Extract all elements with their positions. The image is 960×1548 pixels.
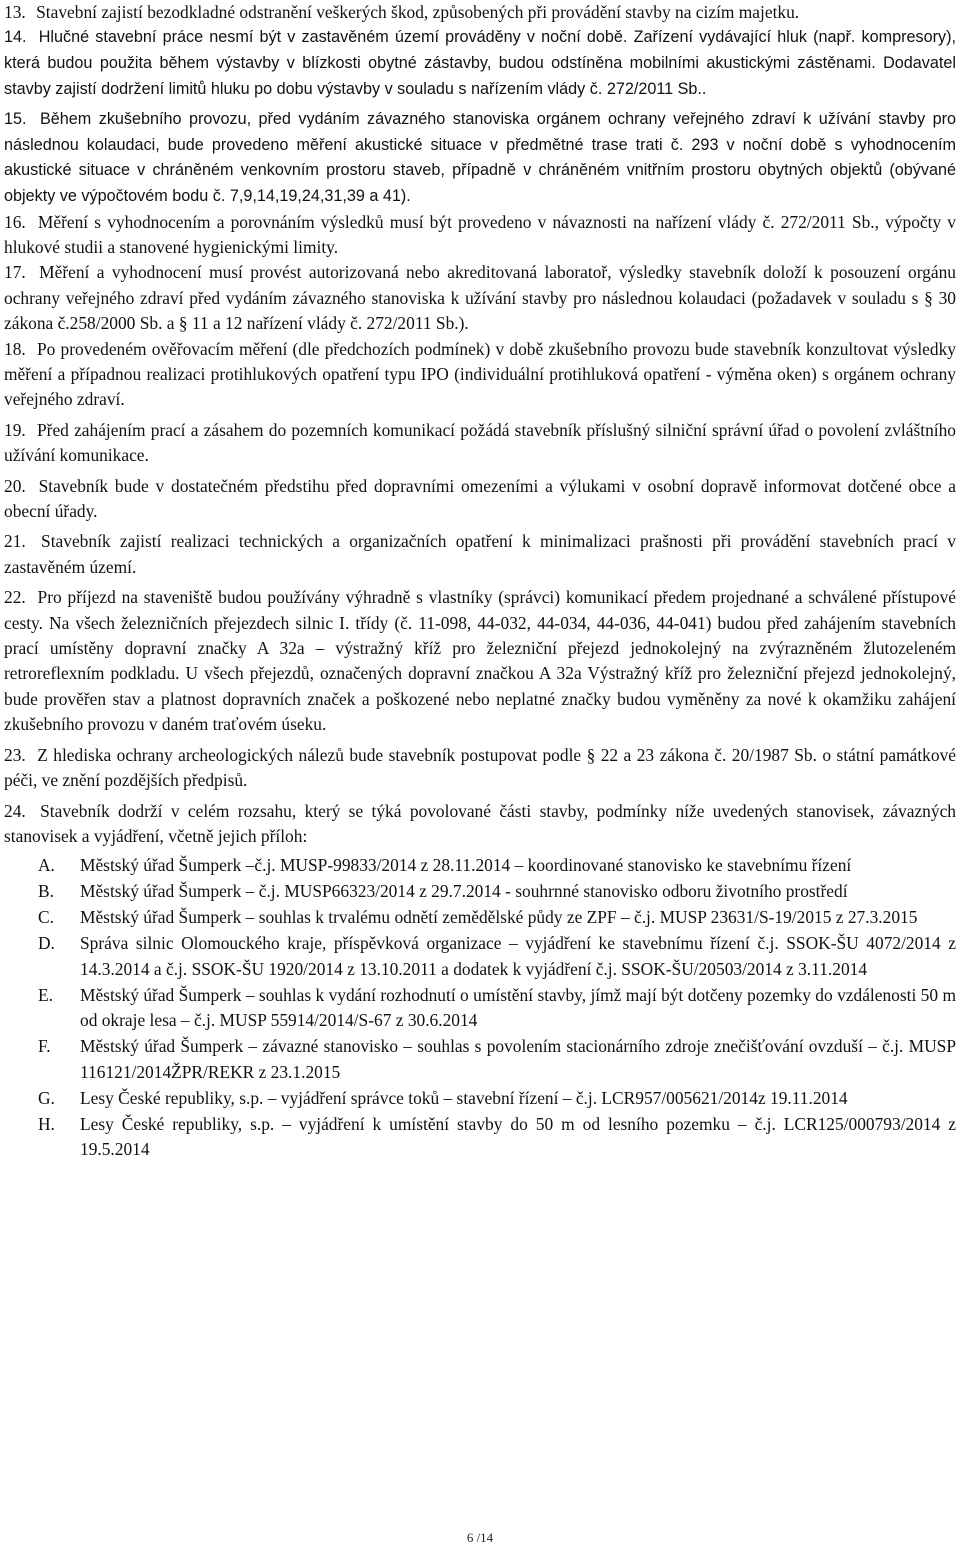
condition-text: Stavebník zajistí realizaci technických a organizačních opatření k minimalizaci prašnosti při provádění stavebních prací v zastavěném území.: [4, 531, 956, 577]
page-number: 6 /14: [466, 1530, 494, 1545]
condition-21: [4, 529, 956, 580]
condition-24: [4, 799, 956, 850]
list-item: [4, 983, 956, 1034]
condition-number: 24.: [4, 800, 26, 821]
condition-19: [4, 418, 956, 469]
list-item: [4, 905, 956, 930]
condition-16: [4, 210, 956, 261]
condition-number: 21.: [4, 531, 26, 552]
list-text: Městský úřad Šumperk – č.j. MUSP66323/2014 z 29.7.2014 - souhrnné stanovisko odboru životního prostředí: [80, 881, 848, 902]
condition-text: Hlučné stavební práce nesmí být v zastavěném území prováděny v noční době. Zařízení vydávající hluk (např. kompresory), která budou použita během výstavby v blízkosti obytné zástavby, budou odstíněna mobilními akustickými zástěnami. Dodavatel stavby zajistí dodržení limitů hluku po dobu výstavby v souladu s nařízením vlády č. 272/2011 Sb..: [4, 28, 957, 98]
condition-text: Pro příjezd na staveniště budou používány výhradně s vlastníky (správci) komunikací předem projednané a schválené přístupové cesty. Na všech železničních přejezdech silnic I. třídy (č. 11-098, 44-032, 44-034, 44-036, 44-041) budou před zahájením stavebních prací umístěny dopravní značky A 32a – výstražný kříž pro železniční přejezd jednokolejný na zvýrazněném žlutozeleném retroreflexním podkladu. U všech přejezdů, označených dopravní značkou A 32a Výstražný kříž pro železniční přejezd jednokolejný, bude prověřen stav a platnost dopravních značek a poškozené nebo neplatné značky budou vyměněny za nové k okamžiku zahájení zkušebního provozu v daném traťovém úseku.: [4, 587, 956, 735]
list-letter: H.: [38, 1113, 55, 1134]
condition-18: [4, 337, 956, 413]
condition-text: Stavebník dodrží v celém rozsahu, který se týká povolované části stavby, podmínky níže uvedených stanovisek, závazných stanovisek a vyjádření, včetně jejich příloh:: [4, 800, 956, 846]
condition-15: [4, 107, 956, 209]
condition-text: Měření a vyhodnocení musí provést autorizovaná nebo akreditovaná laboratoř, výsledky stavebník doloží k posouzení orgánu ochrany veřejného zdraví před vydáním závazného stanoviska k užívání stavby pro následnou kolaudaci (požadavek v souladu s § 30 zákona č.258/2000 Sb. a § 11 a 12 nařízení vlády č. 272/2011 Sb.).: [4, 262, 956, 334]
condition-number: 14.: [4, 28, 27, 47]
condition-text: Měření s vyhodnocením a porovnáním výsledků musí být provedeno v návaznosti na nařízení vlády č. 272/2011 Sb., výpočty v hlukové studii a stanovené hygienickými limity.: [4, 211, 956, 257]
list-text: Městský úřad Šumperk – závazné stanovisko – souhlas s povolením stacionárního zdroje znečišťování ovzduší – č.j. MUSP 116121/2014ŽPR/REKR z 23.1.2015: [80, 1036, 956, 1082]
condition-20: [4, 474, 956, 525]
condition-text: Z hlediska ochrany archeologických nálezů bude stavebník postupovat podle § 22 a 23 zákona č. 20/1987 Sb. o státní památkové péči, ve znění pozdějších předpisů.: [4, 744, 956, 791]
list-letter: F.: [38, 1036, 51, 1057]
list-letter: G.: [38, 1087, 55, 1108]
condition-17: [4, 260, 956, 336]
list-letter: A.: [38, 855, 55, 876]
condition-number: 16.: [4, 211, 26, 232]
list-item: [4, 853, 956, 878]
list-text: Lesy České republiky, s.p. – vyjádření správce toků – stavební řízení – č.j. LCR957/005621/2014z 19.11.2014: [80, 1087, 848, 1108]
list-text: Městský úřad Šumperk – souhlas k vydání rozhodnutí o umístění stavby, jímž mají být dotčeny pozemky do vzdálenosti 50 m od okraje lesa – č.j. MUSP 55914/2014/S-67 z 30.6.2014: [80, 984, 956, 1031]
condition-text: Před zahájením prací a zásahem do pozemních komunikací požádá stavebník příslušný silniční správní úřad o povolení zvláštního užívání komunikace.: [4, 419, 956, 466]
condition-number: 23.: [4, 744, 26, 765]
list-item: [4, 1086, 956, 1111]
condition-text: Během zkušebního provozu, před vydáním závazného stanoviska orgánem ochrany veřejného zdraví k užívání stavby pro následnou kolaudaci, bude provedeno měření akustické situace v předmětné trase trati č. 293 v noční době s vyhodnocením akustické situace v chráněném venkovním prostoru staveb, případně v chráněném vnitřním prostoru obytných objektů (obývané objekty ve výpočtovém bodu č. 7,9,14,19,24,31,39 a 41).: [4, 110, 957, 205]
condition-14: [4, 25, 956, 102]
condition-22: [4, 585, 956, 737]
condition-23: [4, 743, 956, 794]
list-text: Městský úřad Šumperk –č.j. MUSP-99833/2014 z 28.11.2014 – koordinované stanovisko ke stavebnímu řízení: [80, 855, 852, 876]
list-item: [4, 931, 956, 982]
list-letter: D.: [38, 933, 55, 954]
condition-number: 19.: [4, 419, 26, 440]
condition-text: Stavebník bude v dostatečném předstihu před dopravními omezeními a výlukami v osobní dopravě informovat dotčené obce a obecní úřady.: [4, 475, 956, 522]
condition-number: 13.: [4, 2, 26, 22]
list-letter: B.: [38, 881, 54, 902]
list-item: [4, 1034, 956, 1085]
condition-text: Po provedeném ověřovacím měření (dle předchozích podmínek) v době zkušebního provozu bude stavebník konzultovat výsledky měření a případnou realizaci protihlukových opatření typu IPO (individuální protihluková opatření - výměna oken) s orgánem ochrany veřejného zdraví.: [4, 338, 956, 410]
condition-text: Stavební zajistí bezodkladné odstranění veškerých škod, způsobených při provádění stavby na cizím majetku.: [36, 2, 800, 22]
list-text: Městský úřad Šumperk – souhlas k trvalému odnětí zemědělské půdy ze ZPF – č.j. MUSP 23631/S-19/2015 z 27.3.2015: [80, 907, 918, 928]
list-text: Správa silnic Olomouckého kraje, příspěvková organizace – vyjádření ke stavebnímu řízení č.j. SSOK-ŠU 4072/2014 z 14.3.2014 a č.j. SSOK-ŠU 1920/2014 z 13.10.2011 a dodatek k vyjádření č.j. SSOK-ŠU/20503/2014 z 3.11.2014: [80, 933, 956, 979]
statement-list: [4, 853, 956, 1162]
condition-number: 15.: [4, 110, 27, 129]
condition-number: 20.: [4, 475, 26, 496]
document-page: [4, 0, 956, 1162]
list-item: [4, 1112, 956, 1163]
list-letter: E.: [38, 984, 53, 1005]
condition-number: 17.: [4, 262, 26, 283]
list-letter: C.: [38, 907, 54, 928]
condition-13: [4, 0, 956, 25]
condition-number: 18.: [4, 338, 26, 359]
condition-number: 22.: [4, 587, 26, 608]
list-text: Lesy České republiky, s.p. – vyjádření k umístění stavby do 50 m od lesního pozemku – č.j. LCR125/000793/2014 z 19.5.2014: [80, 1113, 956, 1159]
list-item: [4, 879, 956, 904]
